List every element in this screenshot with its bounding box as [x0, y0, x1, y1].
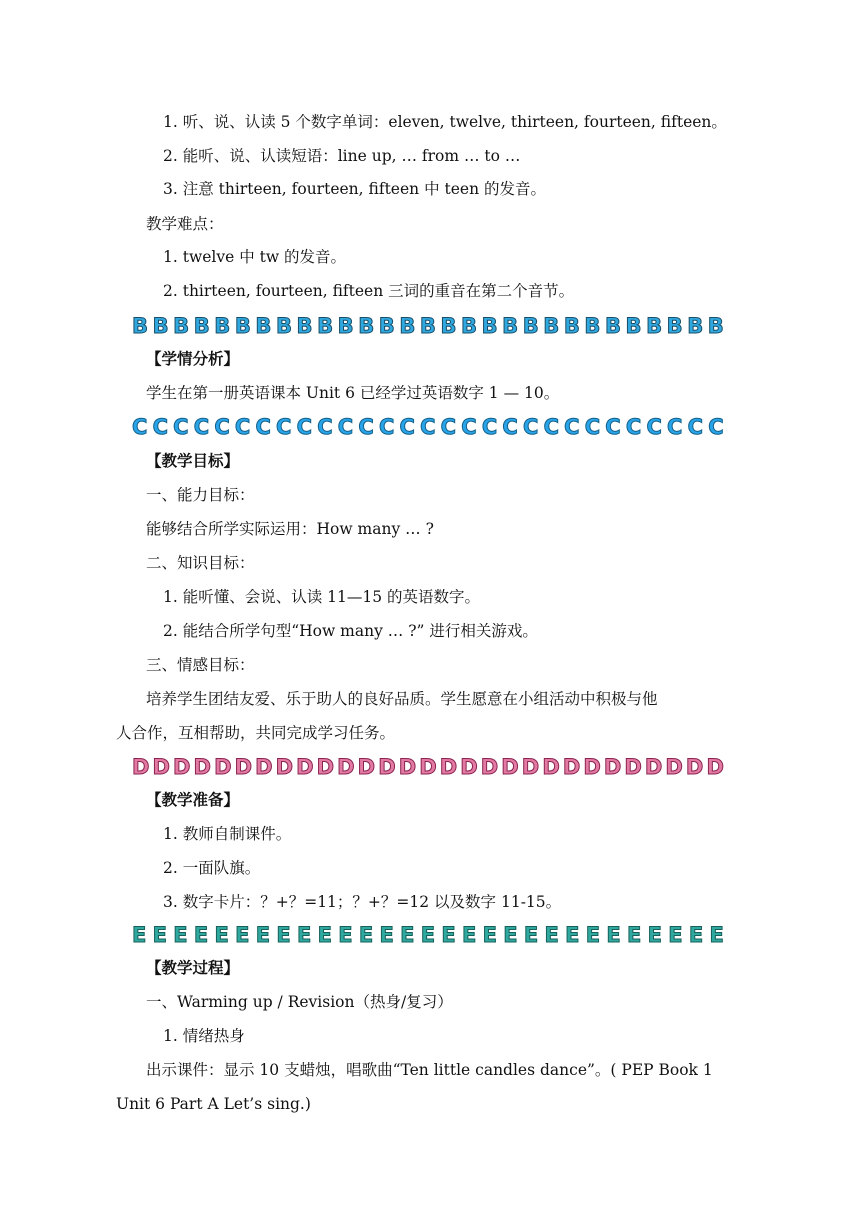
- divider-letter-e: E: [400, 923, 415, 947]
- divider-letter-b: B: [625, 314, 642, 338]
- divider-letter-e: E: [688, 923, 704, 947]
- divider-letter-b: B: [378, 314, 395, 338]
- process-text-2: Unit 6 Part A Let’s sing.): [116, 1095, 311, 1113]
- divider-c: [132, 416, 724, 438]
- goal-emotion-text-1: 培养学生团结友爱、乐于助人的良好品质。学生愿意在小组活动中积极与他: [146, 690, 658, 708]
- divider-letter-b: B: [440, 314, 457, 338]
- divider-letter-d: D: [234, 755, 253, 779]
- divider-letter-d: D: [501, 755, 519, 779]
- divider-letter-d: D: [357, 755, 376, 779]
- divider-letter-c: C: [605, 415, 621, 439]
- objective-line-1: 1. 听、说、认读 5 个数字单词：eleven, twelve, thirteen, fourteen, fifteen。: [163, 113, 727, 131]
- goal-emotion-text-2: 人合作，互相帮助，共同完成学习任务。: [116, 724, 396, 742]
- divider-letter-e: E: [482, 923, 497, 947]
- divider-letter-b: B: [234, 314, 251, 338]
- goal-knowledge-2: 2. 能结合所学句型“How many … ?” 进行相关游戏。: [163, 622, 538, 640]
- divider-letter-b: B: [481, 314, 498, 338]
- divider-letter-e: E: [338, 923, 353, 947]
- divider-letter-d: D: [542, 755, 560, 779]
- divider-letter-b: B: [646, 314, 663, 338]
- divider-letter-d: D: [480, 755, 499, 779]
- divider-letter-e: E: [441, 923, 456, 947]
- divider-letter-e: E: [668, 923, 683, 947]
- divider-letter-c: C: [399, 415, 415, 439]
- goal-knowledge-heading: 二、知识目标：: [146, 554, 255, 572]
- divider-letter-c: C: [502, 415, 518, 439]
- divider-letter-d: D: [685, 755, 704, 779]
- section-heading-goals: 【教学目标】: [146, 452, 240, 470]
- divider-letter-b: B: [275, 314, 292, 338]
- divider-letter-b: B: [152, 314, 169, 338]
- objective-line-2: 2. 能听、说、认读短语：line up, … from … to …: [163, 147, 521, 165]
- divider-letter-e: E: [585, 923, 601, 947]
- divider-letter-e: E: [565, 923, 580, 947]
- divider-letter-b: B: [522, 314, 539, 338]
- divider-letter-c: C: [234, 415, 251, 439]
- divider-letter-d: D: [173, 755, 191, 779]
- divider-letter-c: C: [584, 415, 601, 439]
- divider-letter-d: D: [398, 755, 417, 779]
- divider-letter-b: B: [419, 314, 436, 338]
- divider-letter-c: C: [358, 415, 374, 439]
- divider-letter-c: C: [646, 415, 662, 439]
- divider-letter-b: B: [707, 314, 724, 338]
- divider-letter-e: E: [462, 923, 477, 947]
- divider-letter-c: C: [461, 415, 477, 439]
- divider-letter-c: C: [173, 415, 189, 439]
- divider-letter-d: D: [214, 755, 232, 779]
- divider-letter-e: E: [420, 923, 436, 947]
- divider-letter-e: E: [544, 923, 559, 947]
- analysis-text: 学生在第一册英语课本 Unit 6 已经学过英语数字 1 — 10。: [146, 384, 560, 402]
- divider-letter-e: E: [358, 923, 374, 947]
- divider-letter-b: B: [337, 314, 354, 338]
- divider-letter-e: E: [523, 923, 539, 947]
- divider-letter-d: D: [275, 755, 294, 779]
- divider-letter-d: D: [132, 755, 150, 779]
- divider-letter-c: C: [625, 415, 642, 439]
- divider-letter-c: C: [193, 415, 210, 439]
- process-text-1: 出示课件：显示 10 支蜡烛，唱歌曲“Ten little candles dance”。( PEP Book 1: [146, 1061, 713, 1079]
- divider-d: [132, 756, 724, 778]
- divider-letter-b: B: [296, 314, 313, 338]
- divider-letter-d: D: [460, 755, 478, 779]
- goal-ability-text: 能够结合所学实际运用：How many … ?: [146, 520, 434, 538]
- divider-letter-e: E: [297, 923, 312, 947]
- divider-letter-d: D: [521, 755, 540, 779]
- process-substep-1: 1. 情绪热身: [163, 1027, 245, 1045]
- divider-letter-d: D: [562, 755, 581, 779]
- divider-letter-b: B: [214, 314, 231, 338]
- divider-letter-b: B: [461, 314, 478, 338]
- section-heading-analysis: 【学情分析】: [146, 350, 240, 368]
- difficulty-line-1: 1. twelve 中 tw 的发音。: [163, 248, 347, 266]
- preparation-item-2: 2. 一面队旗。: [163, 859, 261, 877]
- divider-letter-b: B: [255, 314, 272, 338]
- divider-letter-c: C: [276, 415, 292, 439]
- divider-letter-b: B: [173, 314, 190, 338]
- divider-letter-c: C: [152, 415, 168, 439]
- goal-emotion-heading: 三、情感目标：: [146, 656, 255, 674]
- divider-letter-b: B: [563, 314, 580, 338]
- divider-letter-d: D: [337, 755, 355, 779]
- divider-letter-e: E: [235, 923, 250, 947]
- divider-letter-e: E: [379, 923, 394, 947]
- section-heading-process: 【教学过程】: [146, 959, 240, 977]
- divider-letter-d: D: [296, 755, 314, 779]
- divider-letter-e: E: [606, 923, 621, 947]
- divider-letter-c: C: [255, 415, 271, 439]
- divider-letter-d: D: [644, 755, 663, 779]
- divider-letter-c: C: [481, 415, 498, 439]
- divider-letter-d: D: [439, 755, 458, 779]
- preparation-item-3: 3. 数字卡片：？+？=11；？+？=12 以及数字 11-15。: [163, 893, 562, 911]
- divider-letter-e: E: [276, 923, 291, 947]
- difficulty-heading: 教学难点：: [146, 215, 224, 233]
- process-step-heading: 一、Warming up / Revision（热身/复习）: [146, 993, 453, 1011]
- difficulty-line-2: 2. thirteen, fourteen, fifteen 三词的重音在第二个音节。: [163, 282, 575, 300]
- divider-letter-c: C: [214, 415, 230, 439]
- divider-letter-b: B: [399, 314, 416, 338]
- divider-letter-b: B: [132, 314, 149, 338]
- divider-letter-d: D: [419, 755, 437, 779]
- section-heading-preparation: 【教学准备】: [146, 791, 240, 809]
- divider-letter-e: E: [627, 923, 642, 947]
- divider-letter-c: C: [132, 415, 148, 439]
- divider-letter-d: D: [665, 755, 683, 779]
- divider-letter-c: C: [687, 415, 704, 439]
- divider-letter-b: B: [666, 314, 683, 338]
- divider-letter-c: C: [543, 415, 559, 439]
- divider-letter-e: E: [317, 923, 332, 947]
- divider-letter-b: B: [358, 314, 375, 338]
- divider-letter-e: E: [647, 923, 662, 947]
- divider-letter-d: D: [193, 755, 211, 779]
- divider-letter-d: D: [706, 755, 724, 779]
- divider-letter-d: D: [583, 755, 601, 779]
- divider-b: [132, 315, 724, 337]
- divider-letter-e: E: [132, 923, 147, 947]
- divider-letter-c: C: [378, 415, 395, 439]
- divider-letter-c: C: [337, 415, 354, 439]
- divider-letter-e: E: [709, 923, 724, 947]
- divider-letter-d: D: [624, 755, 642, 779]
- divider-letter-d: D: [255, 755, 273, 779]
- divider-letter-e: E: [503, 923, 518, 947]
- divider-letter-c: C: [708, 415, 724, 439]
- divider-letter-b: B: [687, 314, 704, 338]
- divider-letter-e: E: [173, 923, 188, 947]
- divider-letter-d: D: [378, 755, 396, 779]
- divider-letter-c: C: [317, 415, 333, 439]
- divider-letter-b: B: [502, 314, 519, 338]
- objective-line-3: 3. 注意 thirteen, fourteen, fifteen 中 teen 的发音。: [163, 180, 546, 198]
- divider-letter-c: C: [440, 415, 457, 439]
- divider-letter-c: C: [420, 415, 436, 439]
- divider-letter-d: D: [603, 755, 622, 779]
- goal-ability-heading: 一、能力目标：: [146, 486, 255, 504]
- divider-letter-e: E: [214, 923, 229, 947]
- divider-letter-d: D: [152, 755, 170, 779]
- divider-letter-e: E: [255, 923, 271, 947]
- divider-letter-c: C: [522, 415, 539, 439]
- preparation-item-1: 1. 教师自制课件。: [163, 825, 292, 843]
- divider-letter-c: C: [667, 415, 683, 439]
- divider-letter-b: B: [604, 314, 621, 338]
- goal-knowledge-1: 1. 能听懂、会说、认读 11—15 的英语数字。: [163, 588, 481, 606]
- divider-letter-c: C: [296, 415, 313, 439]
- divider-letter-b: B: [584, 314, 601, 338]
- divider-letter-b: B: [543, 314, 560, 338]
- divider-letter-b: B: [317, 314, 334, 338]
- divider-letter-e: E: [193, 923, 209, 947]
- divider-letter-e: E: [152, 923, 167, 947]
- divider-e: [132, 924, 724, 946]
- divider-letter-c: C: [564, 415, 580, 439]
- divider-letter-b: B: [193, 314, 210, 338]
- divider-letter-d: D: [316, 755, 335, 779]
